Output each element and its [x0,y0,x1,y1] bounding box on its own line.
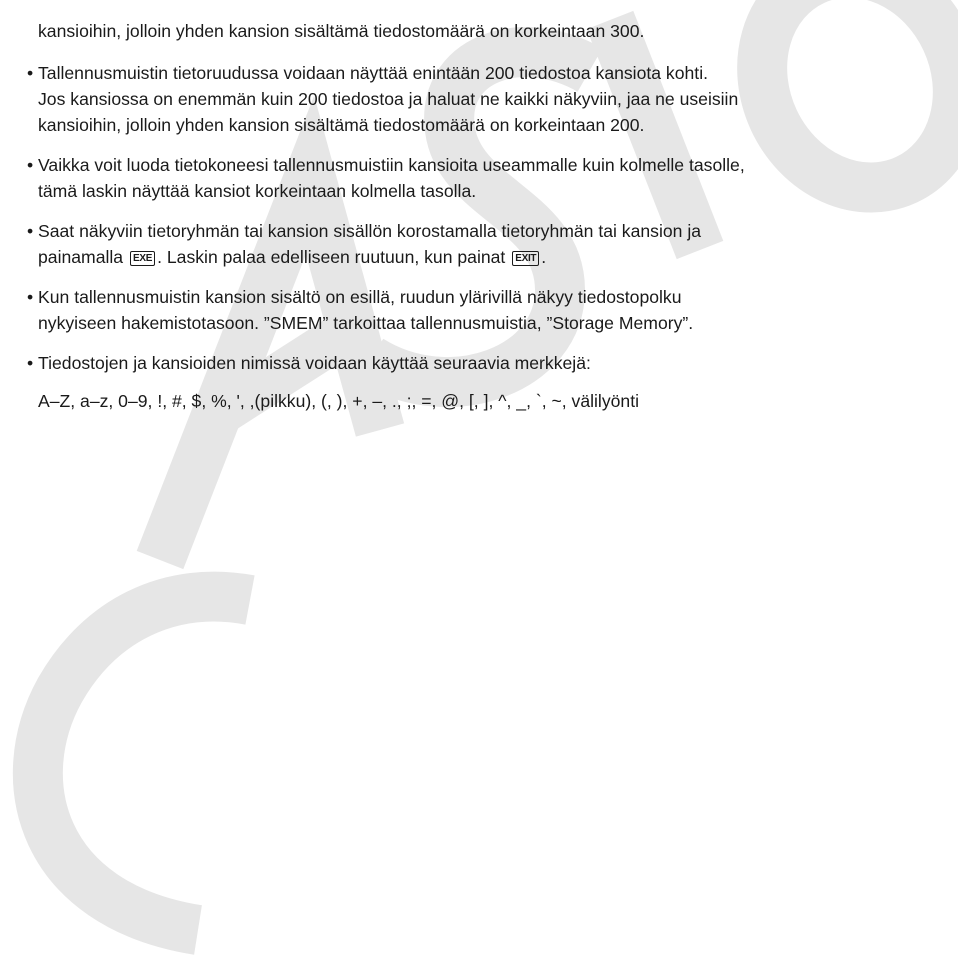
watermark-letter-c [38,597,250,930]
bullet-text: painamalla [38,247,124,267]
bullet-file-path [27,284,957,336]
help-text [27,18,957,414]
bullet-dot: • [27,155,34,175]
bullet-line: Tallennusmuistin tietoruudussa voidaan näyttää enintään 200 tiedostoa kansiota kohti. [38,63,708,83]
bullet-dot: • [27,353,34,373]
bullet-dot: • [27,63,34,83]
exit-key-icon: EXIT [512,251,539,266]
bullet-line: Tiedostojen ja kansioiden nimissä voidaan käyttää seuraavia merkkejä: [38,353,591,373]
bullet-text: . [541,247,547,267]
bullet-view-contents [27,218,957,270]
bullet-line: Saat näkyviin tietoryhmän tai kansion sisällön korostamalla tietoryhmän tai kansion ja [38,221,702,241]
bullet-allowed-characters [27,350,957,376]
bullet-line: Vaikka voit luoda tietokoneesi tallennusmuistiin kansioita useammalle kuin kolmelle tasolle, [38,155,745,175]
bullet-dot: • [27,221,34,241]
intro-line: kansioihin, jolloin yhden kansion sisältämä tiedostomäärä on korkeintaan 300. [38,21,645,41]
bullet-folder-levels [27,152,957,204]
exe-key-icon: EXE [130,251,155,266]
bullet-file-limit [27,60,957,138]
allowed-characters-list: A–Z, a–z, 0–9, !, #, $, %, ', ,(pilkku), (, ), +, –, ., ;, =, @, [, ], ^, _, `, ~, välilyönti [38,391,639,411]
bullet-line: kansioihin, jolloin yhden kansion sisältämä tiedostomäärä on korkeintaan 200. [38,115,645,135]
bullet-line: Jos kansiossa on enemmän kuin 200 tiedostoa ja haluat ne kaikki näkyviin, jaa ne useisiin [38,89,739,109]
bullet-line [38,244,957,270]
bullet-dot: • [27,287,34,307]
bullet-text: . Laskin palaa edelliseen ruutuun, kun painat [157,247,506,267]
bullet-line: tämä laskin näyttää kansiot korkeintaan kolmella tasolla. [38,181,477,201]
bullet-line: Kun tallennusmuistin kansion sisältö on esillä, ruudun ylärivillä näkyy tiedostopolku [38,287,682,307]
bullet-line: nykyiseen hakemistotasoon. ”SMEM” tarkoittaa tallennusmuistia, ”Storage Memory”. [38,313,694,333]
